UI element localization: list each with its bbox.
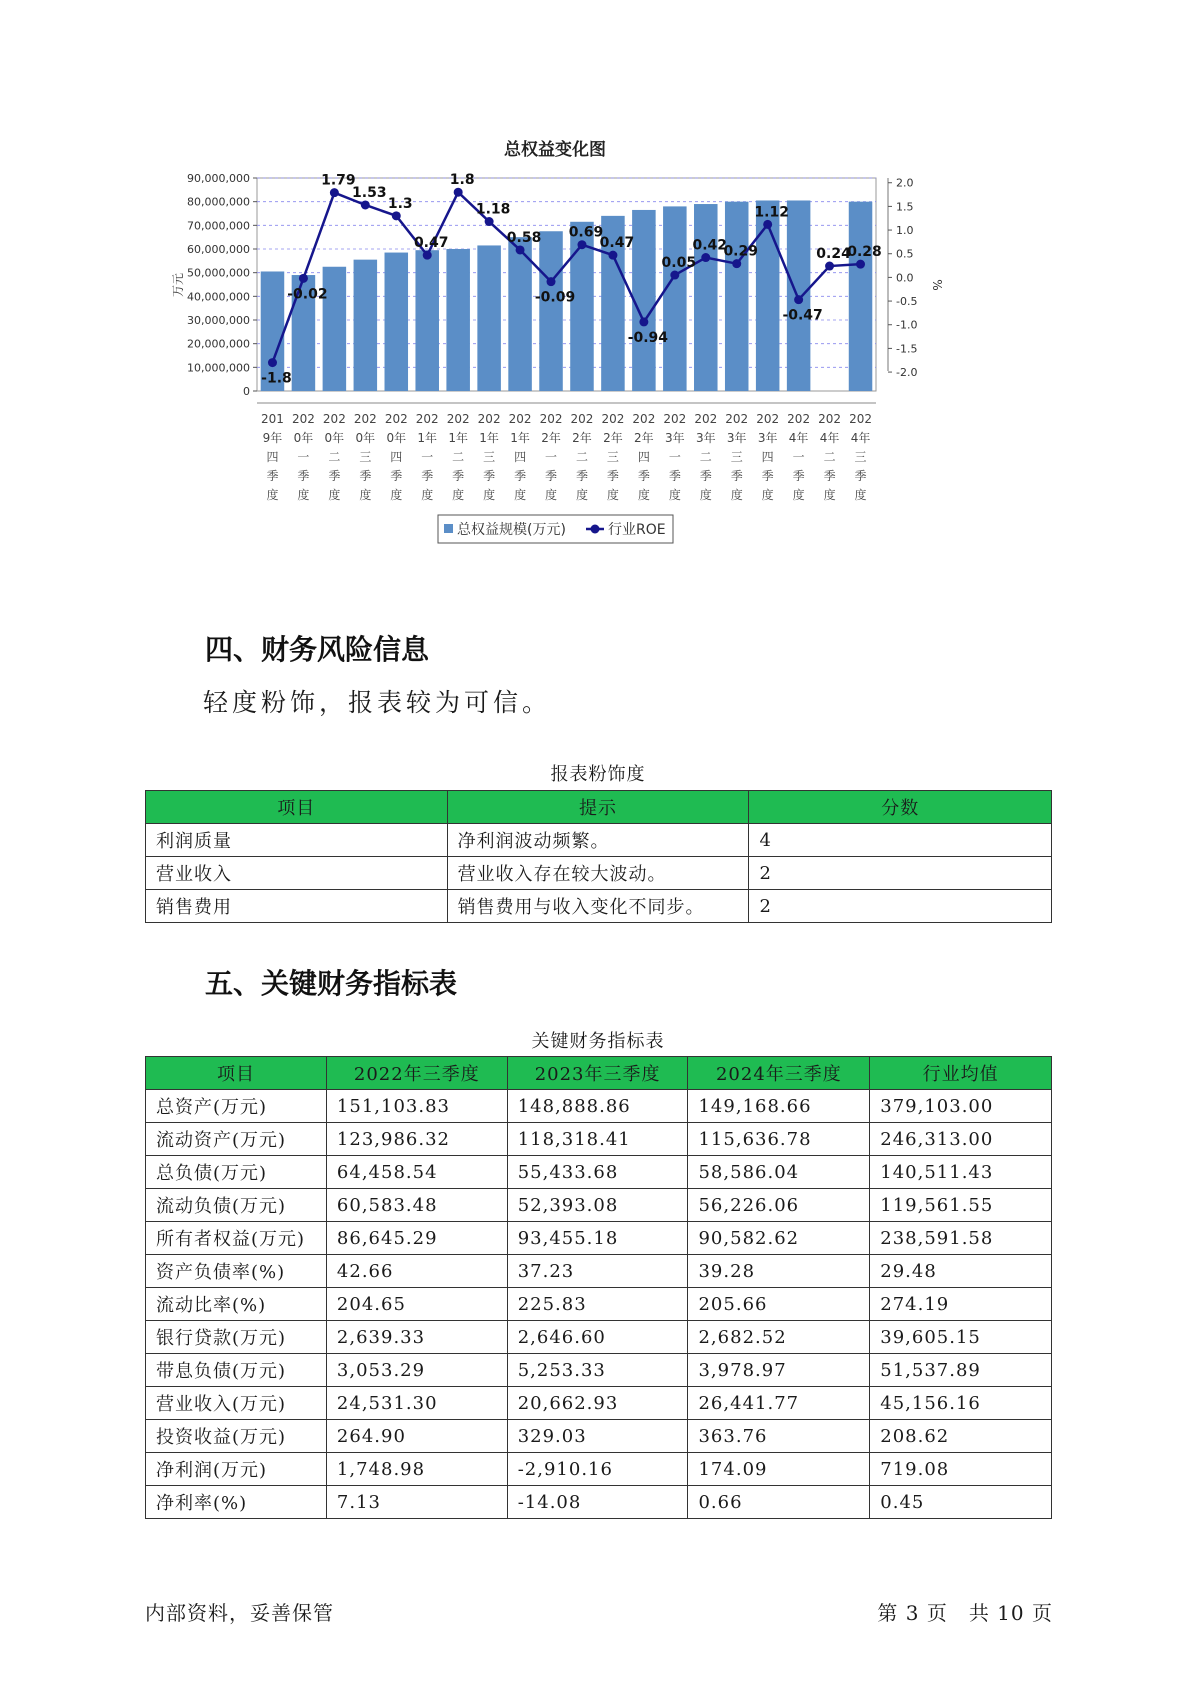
indicator-row [146,1123,1052,1156]
indicator-cell: 流动资产(万元) [146,1123,327,1156]
chart-title: 总权益变化图 [504,140,606,160]
x-tick-label: 度 [359,488,372,502]
indicator-cell: 149,168.66 [688,1090,870,1123]
y2-tick-label: -1.5 [896,342,918,356]
indicator-cell: 24,531.30 [326,1387,507,1420]
x-tick-label: 季 [606,469,619,483]
x-tick-label: 季 [421,469,434,483]
indicator-cell: 39.28 [688,1255,870,1288]
t1-caption: 报表粉饰度 [550,764,646,785]
indicator-header-cell: 2023年三季度 [507,1057,688,1090]
indicator-cell: 5,253.33 [507,1354,688,1387]
x-tick-label: 202 [694,412,718,426]
roe-data-label: 0.29 [723,243,758,260]
roe-data-label: 1.53 [352,184,387,201]
indicator-cell: 56,226.06 [688,1189,870,1222]
roe-data-label: 1.12 [754,204,789,221]
equity-bar [415,250,439,391]
roe-point [299,274,308,283]
roe-data-label: 0.47 [413,235,449,252]
x-tick-label: 度 [266,488,279,502]
x-tick-label: 202 [756,412,780,426]
legend-bar-swatch [444,524,453,533]
x-tick-label: 202 [570,412,594,426]
roe-data-label: -0.47 [782,307,823,324]
x-tick-label: 季 [730,469,743,483]
indicator-cell: 238,591.58 [870,1222,1052,1255]
roe-data-label: -0.94 [627,329,669,346]
x-tick-label: 二 [328,450,341,464]
x-tick-label: 度 [699,488,712,502]
x-tick-label: 季 [854,469,867,483]
x-tick-label: 201 [261,412,284,426]
y-tick-label: 60,000,000 [187,243,250,256]
equity-bar [663,206,687,391]
equity-bar [354,260,378,391]
x-tick-label: 度 [730,488,743,502]
x-tick-label: 202 [415,412,439,426]
indicator-cell: 带息负债(万元) [146,1354,327,1387]
equity-bar [477,245,501,391]
roe-point [485,217,494,226]
x-tick-label: 度 [575,488,588,502]
x-tick-label: 202 [818,412,842,426]
indicator-cell: 174.09 [688,1453,870,1486]
x-tick-label: 季 [699,469,712,483]
whitewash-cell: 2 [749,890,1052,923]
indicator-cell: 净利润(万元) [146,1453,327,1486]
whitewash-table [145,790,1052,923]
equity-bar [694,204,718,391]
whitewash-cell: 营业收入 [146,857,448,890]
indicator-cell: 93,455.18 [507,1222,688,1255]
indicator-cell: 119,561.55 [870,1189,1052,1222]
whitewash-cell: 利润质量 [146,824,448,857]
indicator-cell: 资产负债率(%) [146,1255,327,1288]
section5-heading: 五、关键财务指标表 [205,967,458,1000]
x-tick-label: 四 [637,450,650,464]
whitewash-cell: 营业收入存在较大波动。 [447,857,749,890]
indicator-cell: 225.83 [507,1288,688,1321]
indicator-cell: 37.23 [507,1255,688,1288]
y-tick-label: 50,000,000 [187,266,250,280]
indicator-header-row [146,1057,1052,1090]
x-tick-label: 度 [637,488,650,502]
x-tick-label: 度 [761,488,774,502]
indicator-cell: 204.65 [326,1288,507,1321]
indicator-cell: 363.76 [688,1420,870,1453]
x-tick-label: 202 [849,412,872,426]
x-tick-label: 202 [477,412,501,426]
indicator-cell: 64,458.54 [326,1156,507,1189]
indicator-cell: 营业收入(万元) [146,1387,327,1420]
roe-point [794,295,803,304]
x-tick-label: 三 [730,450,743,464]
x-tick-label: 一 [668,450,681,464]
whitewash-header-cell: 提示 [447,791,749,824]
indicator-row [146,1090,1052,1123]
y2-tick-label: -2.0 [896,366,918,380]
roe-data-label: 0.47 [599,235,635,252]
roe-point [577,240,586,249]
whitewash-cell: 净利润波动频繁。 [447,824,749,857]
t2-caption: 关键财务指标表 [531,1031,665,1052]
roe-point [330,188,339,197]
roe-data-label: 0.24 [816,246,851,263]
x-tick-label: 2年 [541,431,561,445]
indicator-cell: 148,888.86 [507,1090,688,1123]
whitewash-header-row [146,791,1052,824]
indicator-row [146,1486,1052,1519]
roe-point [516,245,525,254]
whitewash-cell: 销售费用 [146,890,448,923]
roe-data-label: 0.05 [661,255,697,272]
roe-data-label: 0.42 [692,237,728,254]
y-tick-label: 40,000,000 [187,290,250,304]
whitewash-cell: 2 [749,857,1052,890]
indicator-cell: 90,582.62 [688,1222,870,1255]
equity-bar [725,202,749,391]
roe-point [547,277,556,286]
x-tick-label: 度 [823,488,836,502]
indicator-row [146,1156,1052,1189]
x-tick-label: 二 [452,450,465,464]
x-tick-label: 一 [297,450,310,464]
indicator-cell: 51,537.89 [870,1354,1052,1387]
y-tick-label: 10,000,000 [187,361,250,375]
indicator-cell: 1,748.98 [326,1453,507,1486]
x-tick-label: 四 [266,450,279,464]
indicator-cell: -14.08 [507,1486,688,1519]
indicator-cell: 115,636.78 [688,1123,870,1156]
indicator-cell: 205.66 [688,1288,870,1321]
indicator-cell: 246,313.00 [870,1123,1052,1156]
x-tick-label: 四 [390,450,403,464]
equity-bar [849,202,873,391]
footer-confidential: 内部资料，妥善保管 [145,1601,334,1625]
indicator-cell: 274.19 [870,1288,1052,1321]
indicator-cell: 45,156.16 [870,1387,1052,1420]
equity-chart-svg [170,140,1020,600]
indicator-cell: 26,441.77 [688,1387,870,1420]
indicator-row [146,1420,1052,1453]
indicator-cell: 流动比率(%) [146,1288,327,1321]
roe-data-label: 0.28 [847,244,882,261]
x-tick-label: 度 [792,488,805,502]
roe-data-label: -0.09 [534,289,576,306]
x-tick-label: 季 [637,469,650,483]
roe-data-label: 1.18 [475,201,511,218]
x-tick-label: 季 [359,469,372,483]
y2-tick-label: 0.5 [896,247,914,261]
indicator-cell: 379,103.00 [870,1090,1052,1123]
x-tick-label: 度 [390,488,403,502]
indicator-cell: 总负债(万元) [146,1156,327,1189]
x-tick-label: 9年 [262,431,283,445]
x-tick-label: 度 [514,488,527,502]
whitewash-row [146,857,1052,890]
roe-point [701,253,710,262]
roe-point [670,271,679,280]
x-tick-label: 3年 [757,431,778,445]
x-tick-label: 季 [792,469,805,483]
indicator-cell: 39,605.15 [870,1321,1052,1354]
x-tick-label: 一 [421,450,434,464]
indicator-cell: 7.13 [326,1486,507,1519]
indicator-cell: 264.90 [326,1420,507,1453]
equity-bar [756,200,780,391]
indicator-row [146,1222,1052,1255]
roe-data-label: -1.8 [261,370,292,387]
indicator-row [146,1321,1052,1354]
x-tick-label: 202 [601,412,625,426]
x-tick-label: 三 [483,450,496,464]
indicator-header-cell: 项目 [146,1057,327,1090]
equity-chart [170,140,1020,600]
roe-point [361,200,370,209]
indicator-cell: 86,645.29 [326,1222,507,1255]
x-tick-label: 202 [291,412,315,426]
whitewash-header-cell: 项目 [146,791,448,824]
y-tick-label: 70,000,000 [187,219,250,233]
indicator-row [146,1453,1052,1486]
indicator-cell: 总资产(万元) [146,1090,327,1123]
x-tick-label: 季 [761,469,774,483]
roe-point [639,317,648,326]
x-tick-label: 202 [539,412,563,426]
equity-bar [539,231,563,391]
x-tick-label: 202 [725,412,749,426]
roe-point [825,262,834,271]
x-tick-label: 度 [606,488,619,502]
indicator-cell: 329.03 [507,1420,688,1453]
x-tick-label: 季 [668,469,681,483]
x-tick-label: 4年 [819,431,840,445]
y-tick-label: 20,000,000 [187,337,250,351]
x-tick-label: 3年 [695,431,716,445]
x-tick-label: 3年 [726,431,747,445]
indicator-header-cell: 行业均值 [870,1057,1052,1090]
equity-bar [508,237,532,391]
indicator-cell: 42.66 [326,1255,507,1288]
indicator-cell: 流动负债(万元) [146,1189,327,1222]
indicator-cell: 3,053.29 [326,1354,507,1387]
x-tick-label: 一 [545,450,558,464]
y2-tick-label: 2.0 [896,176,914,190]
x-tick-label: 季 [328,469,341,483]
x-tick-label: 季 [390,469,403,483]
x-tick-label: 3年 [665,431,685,445]
indicator-cell: 208.62 [870,1420,1052,1453]
roe-point [763,220,772,229]
indicator-cell: 719.08 [870,1453,1052,1486]
x-tick-label: 四 [761,450,774,464]
x-tick-label: 202 [384,412,408,426]
indicator-cell: 151,103.83 [326,1090,507,1123]
x-tick-label: 1年 [510,431,530,445]
x-tick-label: 季 [514,469,527,483]
x-tick-label: 季 [297,469,310,483]
indicator-row [146,1189,1052,1222]
roe-point [268,358,277,367]
risk-summary-text: 轻度粉饰，报表较为可信。 [203,688,552,717]
legend-bar-label: 总权益规模(万元) [457,522,566,538]
x-tick-label: 202 [508,412,532,426]
indicator-cell: 20,662.93 [507,1387,688,1420]
x-tick-label: 0年 [386,431,407,445]
x-tick-label: 二 [575,450,588,464]
indicator-cell: 55,433.68 [507,1156,688,1189]
whitewash-header-cell: 分数 [749,791,1052,824]
indicator-cell: 0.45 [870,1486,1052,1519]
indicator-cell: -2,910.16 [507,1453,688,1486]
y-tick-label: 80,000,000 [187,195,250,209]
y-axis-title: 万元 [171,272,185,298]
indicator-cell: 29.48 [870,1255,1052,1288]
x-tick-label: 三 [359,450,372,464]
roe-data-label: 1.79 [321,172,356,189]
x-tick-label: 2年 [634,431,654,445]
indicator-row [146,1288,1052,1321]
indicator-cell: 所有者权益(万元) [146,1222,327,1255]
x-tick-label: 1年 [448,431,468,445]
x-tick-label: 三 [606,450,619,464]
whitewash-cell: 4 [749,824,1052,857]
indicator-cell: 0.66 [688,1486,870,1519]
x-tick-label: 度 [668,488,681,502]
x-tick-label: 四 [514,450,527,464]
x-tick-label: 202 [446,412,470,426]
roe-data-label: 1.8 [449,172,475,189]
indicator-cell: 2,682.52 [688,1321,870,1354]
x-tick-label: 季 [575,469,588,483]
whitewash-cell: 销售费用与收入变化不同步。 [447,890,749,923]
roe-data-label: -0.02 [287,286,328,303]
indicator-cell: 3,978.97 [688,1354,870,1387]
x-tick-label: 202 [787,412,811,426]
indicator-cell: 52,393.08 [507,1189,688,1222]
x-tick-label: 202 [322,412,346,426]
x-tick-label: 202 [632,412,656,426]
legend-line-label: 行业ROE [608,522,666,538]
x-tick-label: 0年 [355,431,376,445]
x-tick-label: 度 [854,488,867,502]
roe-data-label: 1.3 [387,195,413,212]
x-tick-label: 2年 [603,431,623,445]
x-tick-label: 0年 [293,431,314,445]
x-tick-label: 二 [699,450,712,464]
roe-point [856,260,865,269]
x-tick-label: 季 [545,469,558,483]
x-tick-label: 度 [297,488,310,502]
x-tick-label: 二 [823,450,836,464]
indicator-cell: 123,986.32 [326,1123,507,1156]
indicator-cell: 58,586.04 [688,1156,870,1189]
indicator-header-cell: 2022年三季度 [326,1057,507,1090]
y-tick-label: 0 [243,385,250,398]
roe-data-label: 0.58 [506,229,542,246]
y-tick-label: 30,000,000 [187,314,250,327]
x-tick-label: 202 [353,412,377,426]
x-tick-label: 度 [421,488,434,502]
equity-bar [632,210,656,391]
x-tick-label: 季 [266,469,279,483]
roe-point [454,188,463,197]
x-tick-label: 季 [483,469,496,483]
roe-data-label: 0.69 [568,224,604,241]
x-tick-label: 一 [792,450,805,464]
indicator-cell: 140,511.43 [870,1156,1052,1189]
indicator-cell: 60,583.48 [326,1189,507,1222]
equity-bar [385,253,409,391]
roe-point [392,211,401,220]
whitewash-row [146,890,1052,923]
x-tick-label: 度 [545,488,558,502]
y2-tick-label: 1.0 [896,224,914,238]
y2-tick-label: 0.0 [896,271,914,285]
indicator-cell: 银行贷款(万元) [146,1321,327,1354]
whitewash-row [146,824,1052,857]
x-tick-label: 4年 [788,431,809,445]
section4-heading: 四、财务风险信息 [205,633,430,666]
x-tick-label: 度 [328,488,341,502]
indicator-cell: 净利率(%) [146,1486,327,1519]
y2-axis-title: % [930,279,944,291]
indicator-row [146,1255,1052,1288]
x-tick-label: 度 [483,488,496,502]
roe-point [423,251,432,260]
indicator-header-cell: 2024年三季度 [688,1057,870,1090]
indicator-cell: 2,646.60 [507,1321,688,1354]
x-tick-label: 2年 [572,431,592,445]
x-tick-label: 季 [452,469,465,483]
y-tick-label: 90,000,000 [187,172,250,185]
x-tick-label: 4年 [850,431,871,445]
roe-point [608,251,617,260]
x-tick-label: 202 [663,412,687,426]
roe-point [732,259,741,268]
x-tick-label: 季 [823,469,836,483]
indicator-cell: 118,318.41 [507,1123,688,1156]
y2-tick-label: -1.0 [896,318,918,332]
x-tick-label: 1年 [417,431,438,445]
x-tick-label: 0年 [324,431,345,445]
x-tick-label: 三 [854,450,867,464]
footer-page-number: 第 3 页 共 10 页 [877,1601,1053,1625]
indicator-cell: 投资收益(万元) [146,1420,327,1453]
x-tick-label: 度 [452,488,465,502]
equity-bar [446,249,470,391]
legend-line-marker [591,525,600,534]
indicator-row [146,1387,1052,1420]
indicator-cell: 2,639.33 [326,1321,507,1354]
key-indicators-table [145,1056,1052,1519]
y2-tick-label: 1.5 [896,200,914,214]
y2-tick-label: -0.5 [896,295,918,309]
x-tick-label: 1年 [479,431,499,445]
indicator-row [146,1354,1052,1387]
